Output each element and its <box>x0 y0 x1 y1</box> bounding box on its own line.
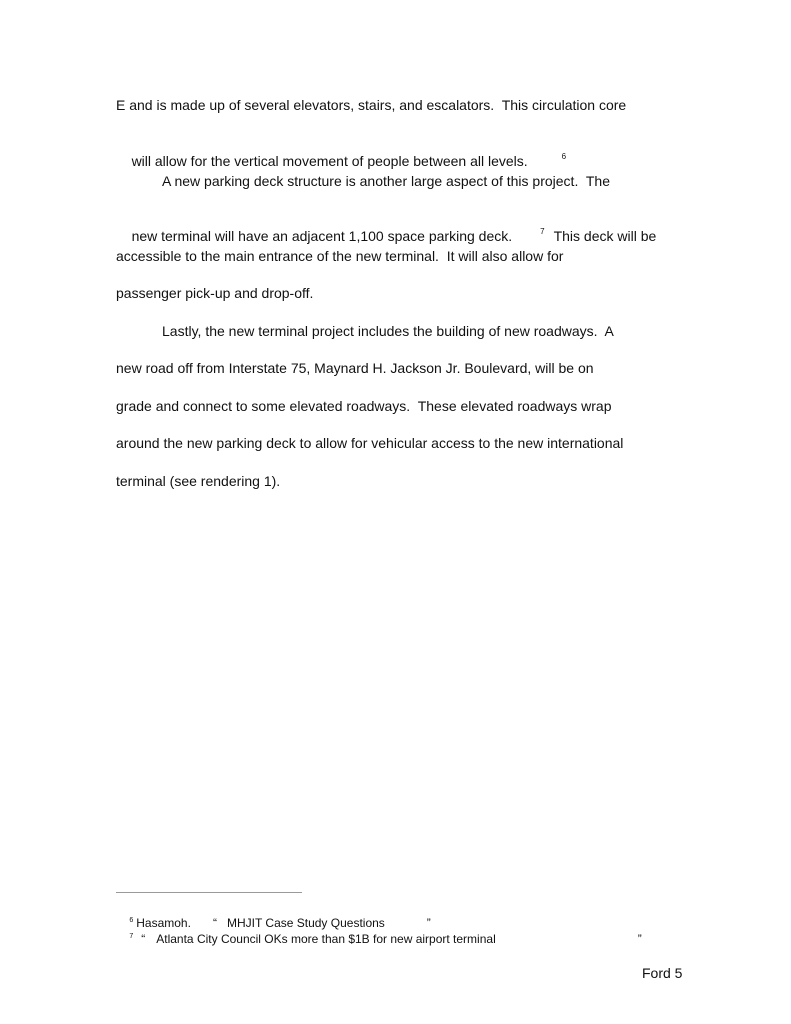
footnote-7-open-quote: “ <box>141 932 146 946</box>
footnote-7 <box>116 918 642 963</box>
footnote-7-close-quote: ” <box>637 932 642 946</box>
body-line-4-text: new terminal will have an adjacent 1,100 space parking deck. <box>131 228 513 244</box>
footnote-6-close-quote: ” <box>426 916 431 930</box>
footnote-6-open-quote: “ <box>212 916 217 930</box>
footnote-7-number: 7 <box>129 933 134 940</box>
footnote-divider <box>116 892 302 893</box>
footnote-ref-6: 6 <box>561 152 567 161</box>
body-line-1: E and is made up of several elevators, stairs, and escalators. This circulation core <box>116 97 627 113</box>
body-line-3: A new parking deck structure is another large aspect of this project. The <box>162 173 610 189</box>
body-line-10: around the new parking deck to allow for vehicular access to the new international <box>116 435 624 451</box>
page-number: Ford 5 <box>642 965 683 981</box>
body-line-9: grade and connect to some elevated roadways. These elevated roadways wrap <box>116 398 612 414</box>
body-line-6: passenger pick-up and drop-off. <box>116 285 314 301</box>
footnote-ref-7: 7 <box>540 227 545 236</box>
body-line-5: accessible to the main entrance of the new terminal. It will also allow for <box>116 248 564 264</box>
body-line-11: terminal (see rendering 1). <box>116 473 281 489</box>
body-line-8: new road off from Interstate 75, Maynard H. Jackson Jr. Boulevard, will be on <box>116 360 594 376</box>
footnote-6-title: MHJIT Case Study Questions <box>226 916 385 930</box>
footnote-7-title: Atlanta City Council OKs more than $1B for new airport terminal <box>156 932 496 946</box>
body-line-2-text: will allow for the vertical movement of people between all levels. <box>131 153 528 169</box>
body-line-4-tail: This deck will be <box>553 228 657 244</box>
footnote-6-author: Hasamoh. <box>136 916 191 930</box>
footnote-6-number: 6 <box>129 917 134 924</box>
body-line-7: Lastly, the new terminal project includes the building of new roadways. A <box>162 323 614 339</box>
